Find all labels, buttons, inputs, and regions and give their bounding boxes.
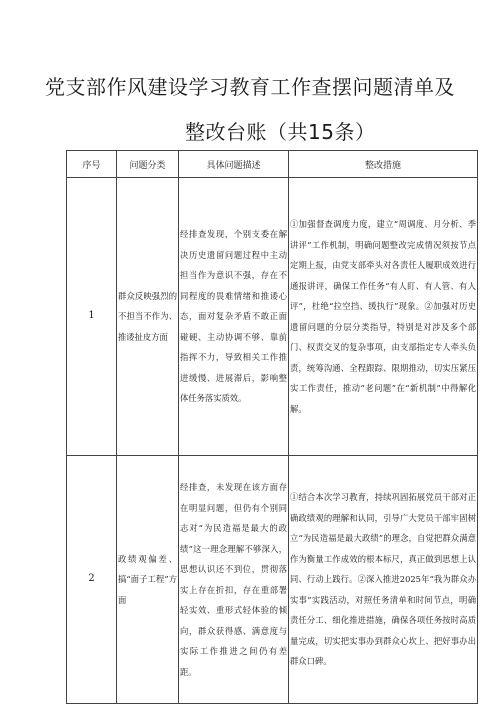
table-header-row [67,151,478,178]
rectification-measures [289,178,478,456]
problem-description [179,178,289,456]
problem-description [179,456,289,704]
row-number: 1 [67,178,117,456]
header-category: 问题分类 [117,151,179,178]
problem-category [117,456,179,704]
rectification-measures [289,456,478,704]
problem-description-text: 经排查发现，个别支委在解决历史遗留问题过程中主动担当作为意识不强，存在不同程度的畏难情绪和推诿心态，面对复杂矛盾不敢正面碰硬、主动协调不够、靠前指挥不力，导致相关工作推进缓慢、进展滞后，影响整体任务落实质效。 [180,229,287,404]
document-title-line-2: 整改台账（共15条） [185,120,376,144]
row-number: 2 [67,456,117,704]
problem-category-text: 政绩观偏差、搞“面子工程”方面 [118,553,177,605]
header-measures: 整改措施 [289,151,478,178]
table-row [67,456,478,704]
table-row [67,178,478,456]
problem-category-text: 群众反映强烈的不担当不作为、推诿扯皮方面 [118,290,177,342]
problem-description-text: 经排查，未发现在该方面存在明显问题，但仍有个别同志对“为民造福是最大的政绩”这一理念理解不够深入，思想认识还不到位，贯彻落实上存在折扣，存在重部署轻实效、重形式轻体验的倾向，群众获得感、满意度与实际工作推进之间仍有差距。 [180,482,287,677]
document-title-line-1: 党支部作风建设学习教育工作查摆问题清单及 [45,75,455,99]
header-description: 具体问题描述 [179,151,289,178]
problem-category [117,178,179,456]
rectification-measures-text: ①加强督查调度力度，建立“周调度、月分析、季讲评”工作机制，明确问题整改完成情况须按节点定期上报，由党支部牵头对各责任人履职成效进行通报讲评，确保工作任务“有人盯、有人管、有人评”，杜绝“拉空挡、缓执行”现象。②加强对历史遗留问题的分层分类指导，特别是对涉及多个部门、权责交叉的复杂事项，由支部指定专人牵头负责，统筹沟通、全程跟踪、限期推动，切实压紧压实工作责任，推动“老问题”在“新机制”中得解化解。 [290,219,476,414]
rectification-measures-text: ①结合本次学习教育，持续巩固拓展党员干部对正确政绩观的理解和认同，引导广大党员干部牢固树立“为民造福是最大政绩”的理念，自觉把群众满意作为衡量工作成效的根本标尺，真正做到思想上认同、行动上践行。②深入推进2025年“我为群众办实事”实践活动，对照任务清单和时间节点，明确责任分工、细化推进措施，确保各项任务按时高质量完成，切实把实事办到群众心坎上、把好事办出群众口碑。 [290,492,476,667]
header-no: 序号 [67,151,117,178]
rectification-table [66,150,478,704]
